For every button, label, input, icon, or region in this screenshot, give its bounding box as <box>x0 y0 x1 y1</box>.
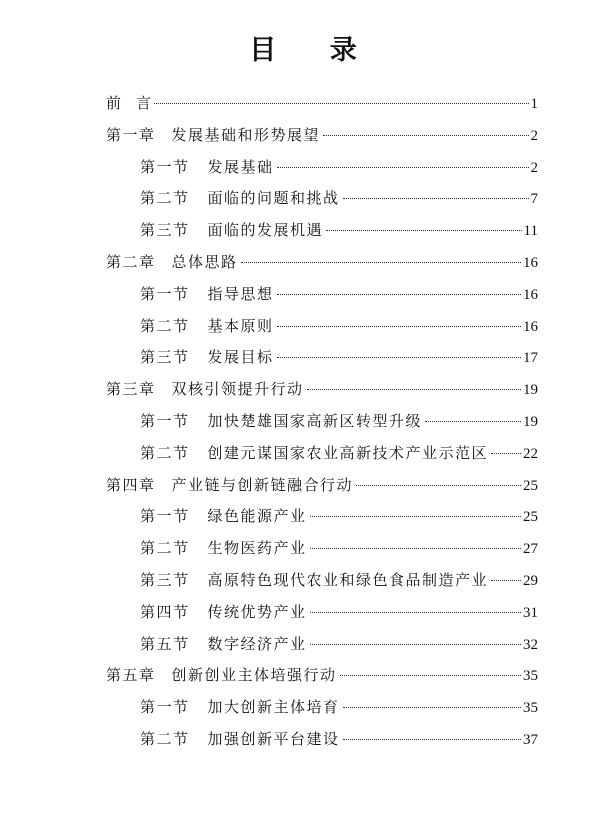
dot-leader <box>307 389 521 390</box>
toc-entry-number: 第三节 <box>140 348 190 367</box>
toc-entry-chapter[interactable] <box>106 120 538 152</box>
toc-entry-section[interactable] <box>106 501 538 533</box>
toc-entry-page-number: 35 <box>523 700 538 717</box>
toc-entry-number: 第二章 <box>106 252 156 271</box>
table-of-contents <box>106 88 538 756</box>
toc-entry-page-number: 7 <box>530 191 538 208</box>
toc-entry-label <box>106 247 238 279</box>
dot-leader <box>310 548 521 549</box>
dot-leader <box>310 644 521 645</box>
toc-entry-number: 第五章 <box>106 666 156 685</box>
toc-entry-label <box>140 533 307 565</box>
toc-entry-number: 第二节 <box>140 189 190 208</box>
toc-entry-page-number: 37 <box>523 731 538 748</box>
toc-entry-chapter[interactable] <box>106 660 538 692</box>
dot-leader <box>310 516 521 517</box>
toc-entry-label <box>140 438 488 470</box>
toc-entry-number: 第二节 <box>140 729 190 748</box>
toc-entry-label <box>106 88 151 120</box>
toc-entry-number: 第三节 <box>140 221 190 240</box>
toc-entry-section[interactable] <box>106 183 538 215</box>
toc-entry-page-number: 19 <box>523 382 538 399</box>
toc-entry-section[interactable] <box>106 342 538 374</box>
toc-entry-chapter[interactable] <box>106 247 538 279</box>
toc-entry-number: 第二节 <box>140 316 190 335</box>
toc-entry-title: 高原特色现代农业和绿色食品制造产业 <box>207 570 489 589</box>
toc-entry-label <box>140 152 274 184</box>
toc-entry-page-number: 29 <box>523 572 538 589</box>
toc-entry-section[interactable] <box>106 311 538 343</box>
dot-leader <box>323 135 528 136</box>
toc-entry-number: 第一章 <box>106 125 156 144</box>
toc-entry-page-number: 31 <box>523 604 538 621</box>
toc-entry-number: 第一节 <box>140 284 190 303</box>
toc-entry-title: 加快楚雄国家高新区转型升级 <box>207 411 423 430</box>
toc-entry-page-number: 19 <box>523 413 538 430</box>
toc-entry-title: 指导思想 <box>207 284 274 303</box>
toc-entry-number: 第三章 <box>106 380 156 399</box>
toc-entry-number: 第一节 <box>140 507 190 526</box>
toc-entry-label <box>106 660 337 692</box>
toc-entry-chapter[interactable] <box>106 470 538 502</box>
toc-entry-title: 加大创新主体培育 <box>207 698 340 717</box>
toc-entry-section[interactable] <box>106 438 538 470</box>
toc-entry-title: 创新创业主体培强行动 <box>171 666 337 685</box>
dot-leader <box>277 357 521 358</box>
toc-entry-label <box>140 183 340 215</box>
toc-entry-section[interactable] <box>106 533 538 565</box>
toc-entry-section[interactable] <box>106 215 538 247</box>
toc-entry-page-number: 25 <box>523 509 538 526</box>
dot-leader <box>277 167 529 168</box>
toc-entry-chapter[interactable] <box>106 374 538 406</box>
toc-entry-page-number: 22 <box>523 445 538 462</box>
toc-entry-label <box>106 374 304 406</box>
toc-entry-label <box>140 724 340 756</box>
dot-leader <box>343 198 529 199</box>
toc-entry-title: 发展基础 <box>207 157 274 176</box>
toc-entry-label <box>140 629 307 661</box>
dot-leader <box>241 262 521 263</box>
dot-leader <box>356 485 521 486</box>
dot-leader <box>154 103 528 104</box>
toc-entry-section[interactable] <box>106 597 538 629</box>
toc-entry-label <box>140 279 274 311</box>
dot-leader <box>491 580 521 581</box>
toc-entry-label <box>140 406 422 438</box>
toc-entry-page-number: 25 <box>523 477 538 494</box>
toc-title: 目 录 <box>249 35 379 66</box>
dot-leader <box>310 612 521 613</box>
toc-entry-label <box>140 342 274 374</box>
toc-entry-title: 产业链与创新链融合行动 <box>171 475 354 494</box>
toc-entry-title: 发展基础和形势展望 <box>171 125 321 144</box>
toc-entry-number: 第五节 <box>140 634 190 653</box>
toc-entry-section[interactable] <box>106 279 538 311</box>
toc-entry-section[interactable] <box>106 724 538 756</box>
toc-entry-page-number: 17 <box>523 350 538 367</box>
toc-entry-title: 面临的问题和挑战 <box>207 189 340 208</box>
dot-leader <box>343 739 521 740</box>
toc-entry-section[interactable] <box>106 629 538 661</box>
toc-entry-number: 第一节 <box>140 411 190 430</box>
toc-entry-label <box>140 311 274 343</box>
dot-leader <box>277 294 521 295</box>
toc-entry-page-number: 35 <box>523 668 538 685</box>
dot-leader <box>425 421 521 422</box>
toc-entry-label <box>140 597 307 629</box>
toc-entry-number: 第四章 <box>106 475 156 494</box>
toc-entry-label <box>140 501 307 533</box>
toc-entry-number: 第三节 <box>140 570 190 589</box>
toc-entry-section[interactable] <box>106 406 538 438</box>
toc-entry-number: 第二节 <box>140 539 190 558</box>
toc-entry-label <box>140 215 323 247</box>
toc-entry-page-number: 27 <box>523 541 538 558</box>
toc-entry-title: 绿色能源产业 <box>207 507 307 526</box>
dot-leader <box>343 707 521 708</box>
dot-leader <box>277 326 521 327</box>
toc-entry-section[interactable] <box>106 565 538 597</box>
toc-entry-title: 生物医药产业 <box>207 539 307 558</box>
toc-entry-page-number: 32 <box>523 636 538 653</box>
dot-leader <box>340 675 521 676</box>
toc-entry-title: 双核引领提升行动 <box>171 380 304 399</box>
toc-entry-page-number: 2 <box>530 127 538 144</box>
toc-entry-page-number: 16 <box>523 286 538 303</box>
toc-entry-page-number: 1 <box>530 96 538 112</box>
toc-entry-title: 基本原则 <box>207 316 274 335</box>
toc-entry-number: 第二节 <box>140 443 190 462</box>
toc-entry-section[interactable] <box>106 152 538 184</box>
toc-entry-page-number: 2 <box>530 159 538 176</box>
toc-entry-page-number: 16 <box>523 318 538 335</box>
toc-entry-title: 总体思路 <box>171 252 238 271</box>
toc-entry-title: 传统优势产业 <box>207 602 307 621</box>
toc-entry-title: 面临的发展机遇 <box>207 221 324 240</box>
toc-entry-number: 第四节 <box>140 602 190 621</box>
toc-entry-title: 发展目标 <box>207 348 274 367</box>
toc-entry-number: 第一节 <box>140 698 190 717</box>
toc-entry-title: 加强创新平台建设 <box>207 729 340 748</box>
toc-entry-page-number: 16 <box>523 254 538 271</box>
toc-entry-label <box>106 470 353 502</box>
toc-entry-preface[interactable] <box>106 88 538 120</box>
dot-leader <box>491 453 521 454</box>
toc-entry-number: 前 言 <box>106 94 152 112</box>
toc-entry-title: 数字经济产业 <box>207 634 307 653</box>
toc-entry-title: 创建元谋国家农业高新技术产业示范区 <box>207 443 489 462</box>
toc-entry-page-number: 11 <box>523 223 538 240</box>
toc-entry-label <box>106 120 320 152</box>
toc-entry-section[interactable] <box>106 692 538 724</box>
dot-leader <box>326 230 522 231</box>
toc-entry-number: 第一节 <box>140 157 190 176</box>
toc-entry-label <box>140 565 488 597</box>
toc-entry-label <box>140 692 340 724</box>
